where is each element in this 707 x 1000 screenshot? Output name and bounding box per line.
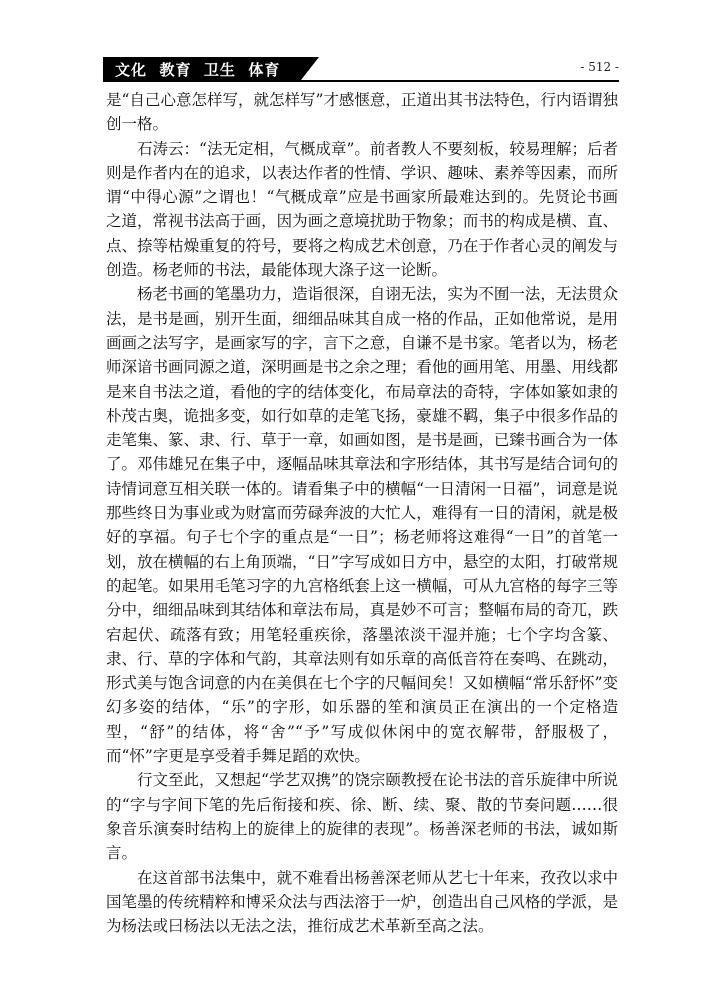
- page-number: - 512 -: [580, 60, 619, 74]
- paragraph-1: 是“自己心意怎样写，就怎样写”才感惬意，正道出其书法特色，行内语谓独创一格。: [106, 91, 618, 134]
- running-header: [103, 56, 619, 82]
- paragraph-2: 石涛云：“法无定相，气概成章”。前者教人不要刻板，较易理解；后者则是作者内在的追求，以表达作者的性情、学识、趣味、素养等因素，而所谓“中得心源”之谓也！“气概成章”应是书画家所最难达到的。先贤论书画之道，常视书法高于画，因为画之意境扰助于物象；而书的构成是横、直、点、捺等枯燥重复的符号，要将之构成艺术创意，乃在于作者心灵的阐发与创造。杨老师的书法，最能体现大涤子这一论断。: [106, 139, 618, 280]
- section-title: 文化 教育 卫生 体育: [115, 61, 281, 79]
- header-rule: [103, 80, 619, 82]
- body-text: [106, 88, 618, 938]
- header-tab-slant: [301, 57, 319, 80]
- paragraph-3: 杨老书画的笔墨功力，造诣很深，自诩无法，实为不囿一法，无法贯众法，是书是画，别开生面，细细品味其自成一格的作品，正如他常说，是用画画之法写字，是画家写的字，言下之意，自谦不是书家。笔者以为，杨老师深谙书画同源之道，深明画是书之余之理；看他的画用笔、用墨、用线都是来自书法之道，看他的字的结体变化，布局章法的奇特，字体如篆如隶的朴茂古奥，诡拙多变，如行如草的走笔飞扬，豪雄不羁，集子中很多作品的走笔集、篆、隶、行、草于一章，如画如图，是书是画，已臻书画合为一体了。邓伟雄兄在集子中，逐幅品味其章法和字形结体，其书写是结合词句的诗情词意互相关联一体的。请看集子中的横幅“一日清闲一日福”，词意是说那些终日为事业或为财富而劳碌奔波的大忙人，难得有一日的清闲，就是极好的享福。句子七个字的重点是“一日”；杨老师将这难得“一日”的首笔一划，放在横幅的右上角顶端，“日”字写成如日方中，悬空的太阳，打破常规的起笔。如果用毛笔习字的九宫格纸套上这一横幅，可从九宫格的每字三等分中，细细品味到其结体和章法布局，真是妙不可言；整幅布局的奇兀，跌宕起伏、疏落有致；用笔轻重疾徐，落墨浓淡干湿并施；七个字均含篆、隶、行、草的字体和气韵，其章法则有如乐章的高低音符在奏鸣、在跳动，形式美与饱含词意的内在美俱在七个字的尺幅间矣！又如横幅“常乐舒怀”变幻多姿的结体，“乐”的字形，如乐器的笙和演员正在演出的一个定格造型，“舒”的结体，将“舍”“予”写成似休闲中的宽衣解带，舒服极了，而“怀”字更是享受着手舞足蹈的欢快。: [106, 285, 618, 766]
- paragraph-4: 行文至此，又想起“学艺双携”的饶宗颐教授在论书法的音乐旋律中所说的“字与字间下笔的先后衔接和疾、徐、断、续、聚、散的节奏问题……很象音乐演奏时结构上的旋律上的旋律的表现”。杨善深老师的书法，诚如斯言。: [106, 771, 618, 863]
- paragraph-5: 在这首部书法集中，就不难看出杨善深老师从艺七十年来，孜孜以求中国笔墨的传统精粹和博采众法与西法溶于一炉，创造出自己风格的学派，是为杨法或曰杨法以无法之法，推衍成艺术革新至高之法。: [106, 868, 618, 936]
